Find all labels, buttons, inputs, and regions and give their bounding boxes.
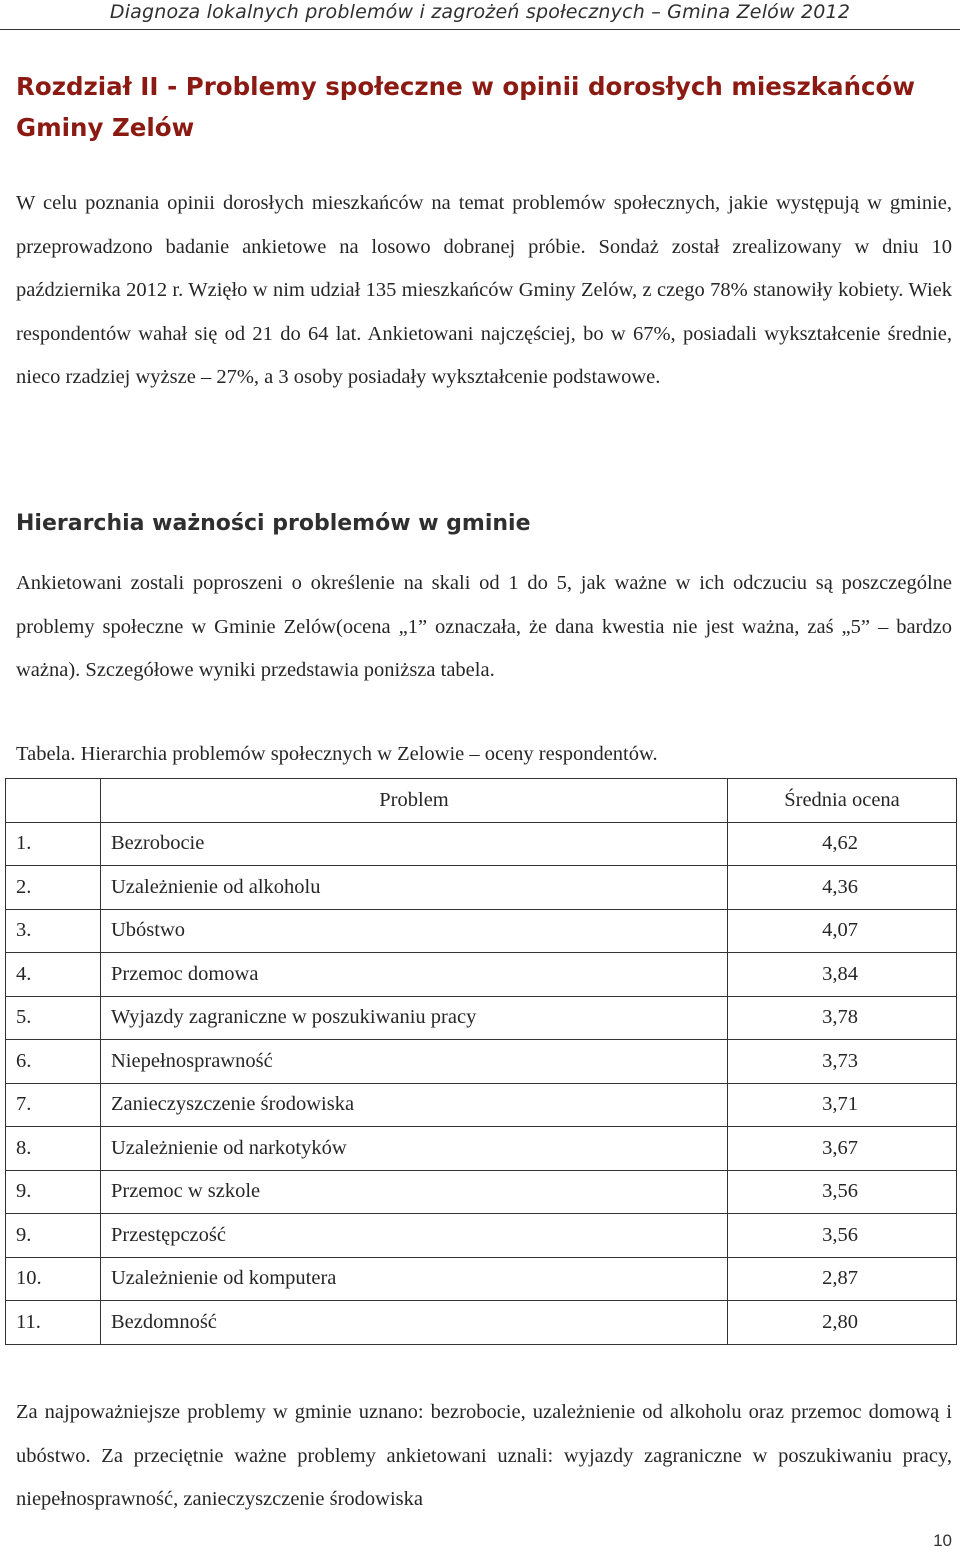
row-problem: Uzależnienie od alkoholu xyxy=(101,866,728,910)
table-row xyxy=(6,1127,957,1171)
row-problem: Ubóstwo xyxy=(101,909,728,953)
row-score: 2,87 xyxy=(728,1257,957,1301)
row-score: 3,56 xyxy=(728,1214,957,1258)
row-number: 2. xyxy=(6,866,101,910)
row-score: 3,56 xyxy=(728,1170,957,1214)
header-problem: Problem xyxy=(101,779,728,823)
table-row xyxy=(6,909,957,953)
chapter-title: Rozdział II - Problemy społeczne w opinii dorosłych mieszkańców Gminy Zelów xyxy=(16,72,916,142)
row-score: 3,67 xyxy=(728,1127,957,1171)
row-problem: Zanieczyszczenie środowiska xyxy=(101,1083,728,1127)
row-number: 9. xyxy=(6,1170,101,1214)
row-number: 4. xyxy=(6,953,101,997)
row-number: 5. xyxy=(6,996,101,1040)
problems-table xyxy=(5,778,957,1345)
row-score: 3,73 xyxy=(728,1040,957,1084)
row-problem: Przemoc w szkole xyxy=(101,1170,728,1214)
row-number: 11. xyxy=(6,1301,101,1345)
row-number: 6. xyxy=(6,1040,101,1084)
table-header-row xyxy=(6,779,957,823)
intro-paragraph: W celu poznania opinii dorosłych mieszkańców na temat problemów społecznych, jakie występują w gminie, przeprowadzono badanie ankietowe na losowo dobranej próbie. Sondaż został zrealizowany w dniu 10 października 2012 r. Wzięło w nim udział 135 mieszkańców Gminy Zelów, z czego 78% stanowiły kobiety. Wiek respondentów wahał się od 21 do 64 lat. Ankietowani najczęściej, bo w 67%, posiadali wykształcenie średnie, nieco rzadziej wyższe – 27%, a 3 osoby posiadały wykształcenie podstawowe. xyxy=(16,192,952,388)
table-row xyxy=(6,1040,957,1084)
row-number: 9. xyxy=(6,1214,101,1258)
row-score: 3,71 xyxy=(728,1083,957,1127)
table-row xyxy=(6,1170,957,1214)
running-header: Diagnoza lokalnych problemów i zagrożeń społecznych – Gmina Zelów 2012 xyxy=(109,1,851,23)
table-row xyxy=(6,866,957,910)
row-problem: Bezdomność xyxy=(101,1301,728,1345)
table-row xyxy=(6,996,957,1040)
table-row xyxy=(6,1083,957,1127)
row-problem: Bezrobocie xyxy=(101,822,728,866)
table-row xyxy=(6,953,957,997)
row-problem: Uzależnienie od komputera xyxy=(101,1257,728,1301)
row-problem: Uzależnienie od narkotyków xyxy=(101,1127,728,1171)
row-score: 3,78 xyxy=(728,996,957,1040)
row-number: 8. xyxy=(6,1127,101,1171)
row-score: 4,62 xyxy=(728,822,957,866)
row-score: 4,36 xyxy=(728,866,957,910)
row-score: 2,80 xyxy=(728,1301,957,1345)
row-problem: Wyjazdy zagraniczne w poszukiwaniu pracy xyxy=(101,996,728,1040)
row-number: 3. xyxy=(6,909,101,953)
row-problem: Przestępczość xyxy=(101,1214,728,1258)
row-problem: Przemoc domowa xyxy=(101,953,728,997)
header-number xyxy=(6,779,101,823)
table-caption: Tabela. Hierarchia problemów społecznych w Zelowie – oceny respondentów. xyxy=(16,743,658,765)
section-title: Hierarchia ważności problemów w gminie xyxy=(16,511,531,536)
table-row xyxy=(6,1214,957,1258)
summary-paragraph: Za najpoważniejsze problemy w gminie uznano: bezrobocie, uzależnienie od alkoholu oraz przemoc domową i ubóstwo. Za przeciętnie ważne problemy ankietowani uznali: wyjazdy zagraniczne w poszukiwaniu pracy, niepełnosprawność, zanieczyszczenie środowiska xyxy=(16,1401,952,1510)
header-score: Średnia ocena xyxy=(728,779,957,823)
page-number: 10 xyxy=(933,1531,952,1550)
section-paragraph: Ankietowani zostali poproszeni o określenie na skali od 1 do 5, jak ważne w ich odczuciu są poszczególne problemy społeczne w Gminie Zelów(ocena „1” oznaczała, że dana kwestia nie jest ważna, zaś „5” – bardzo ważna). Szczegółowe wyniki przedstawia poniższa tabela. xyxy=(16,572,952,681)
header-divider xyxy=(0,29,960,30)
table-row xyxy=(6,1257,957,1301)
row-score: 4,07 xyxy=(728,909,957,953)
row-problem: Niepełnosprawność xyxy=(101,1040,728,1084)
row-number: 10. xyxy=(6,1257,101,1301)
row-score: 3,84 xyxy=(728,953,957,997)
row-number: 1. xyxy=(6,822,101,866)
row-number: 7. xyxy=(6,1083,101,1127)
table-row xyxy=(6,822,957,866)
table-row xyxy=(6,1301,957,1345)
